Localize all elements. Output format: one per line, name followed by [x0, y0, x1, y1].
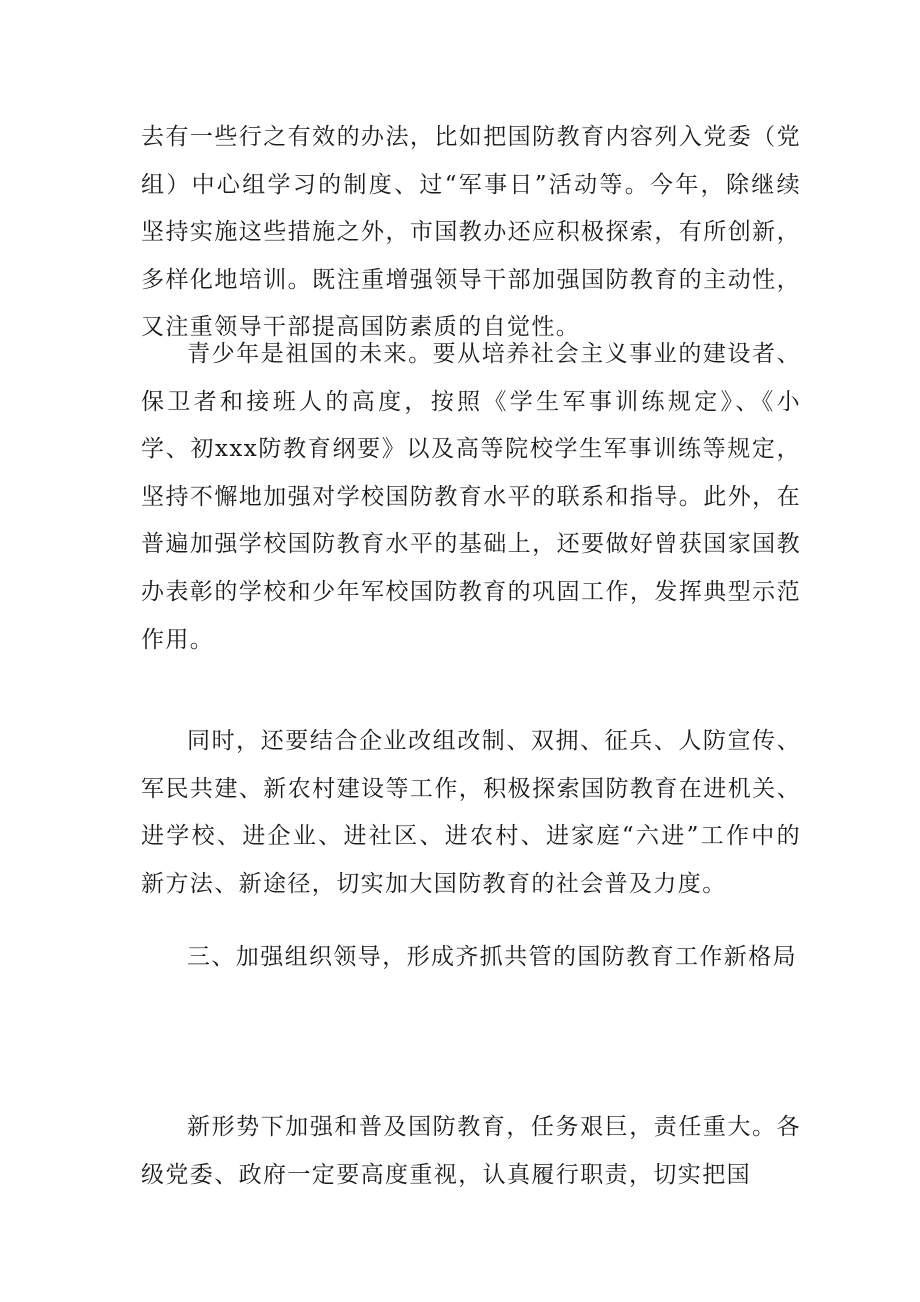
section-heading: 三、加强组织领导，形成齐抓共管的国防教育工作新格局 — [187, 944, 797, 970]
paragraph-leadership: 新形势下加强和普及国防教育，任务艰巨，责任重大。各级党委、政府一定要高度重视，认真履行职责，切实把国 — [141, 1114, 801, 1188]
paragraph-youth-education: 青少年是祖国的未来。要从培养社会主义事业的建设者、保卫者和接班人的高度，按照《学生军事训练规定》、《小学、初xxx防教育纲要》以及高等院校学生军事训练等规定，坚持不懈地加强对学校国防教育水平的联系和指导。此外，在普遍加强学校国防教育水平的基础上，还要做好曾获国家国教办表彰的学校和少年军校国防教育的巩固工作，发挥典型示范作用。 — [141, 341, 801, 653]
paragraph-continuation: 去有一些行之有效的办法，比如把国防教育内容列入党委（党组）中心组学习的制度、过“军事日”活动等。今年，除继续坚持实施这些措施之外，市国教办还应积极探索，有所创新，多样化地培训。既注重增强领导干部加强国防教育的主动性，又注重领导干部提高国防素质的自觉性。 — [141, 124, 801, 341]
paragraph-social-outreach: 同时，还要结合企业改组改制、双拥、征兵、人防宣传、军民共建、新农村建设等工作，积极探索国防教育在进机关、进学校、进企业、进社区、进农村、进家庭“六进”工作中的新方法、新途径，切实加大国防教育的社会普及力度。 — [141, 728, 801, 897]
